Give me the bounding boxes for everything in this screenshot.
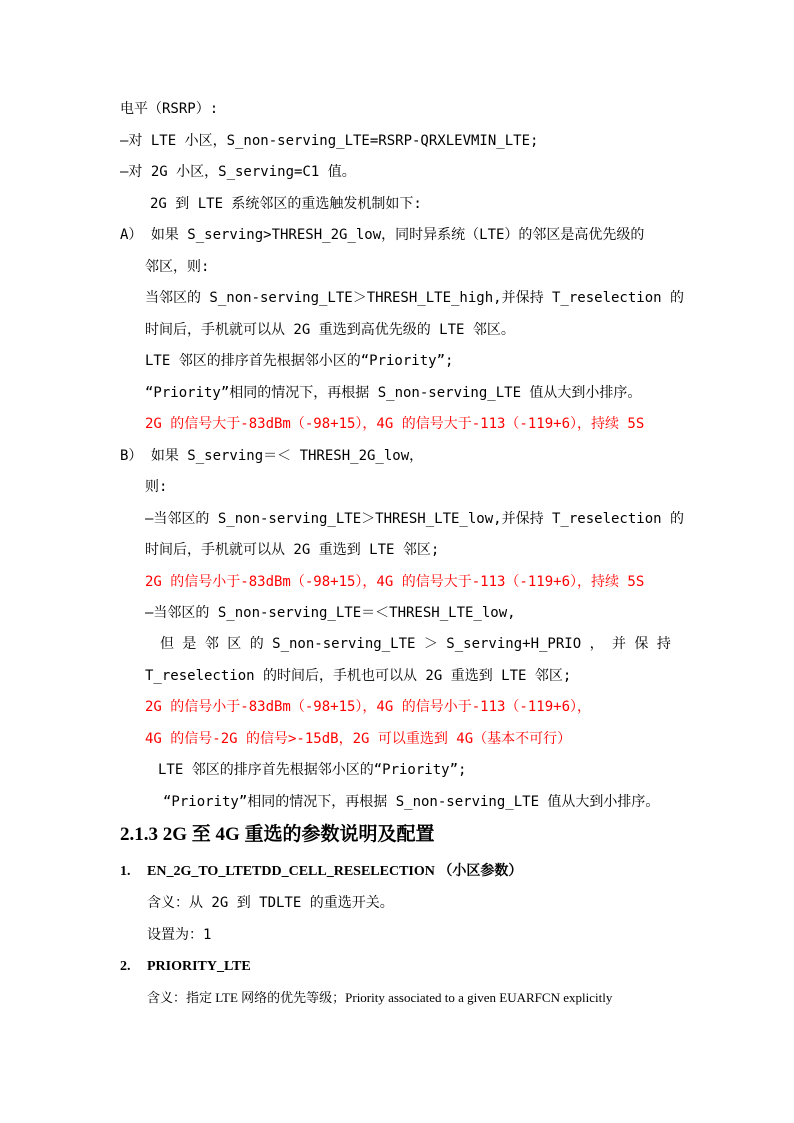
text-line: 2G 到 LTE 系统邻区的重选触发机制如下: — [150, 196, 422, 212]
param-number: 2. — [120, 959, 131, 974]
text-line: 当邻区的 S_non-serving_LTE＞THRESH_LTE_high,并保持 T_reselection 的 — [145, 290, 685, 306]
text-line: “Priority”相同的情况下，再根据 S_non-serving_LTE 值从大到小排序。 — [145, 385, 642, 401]
text-line: “Priority”相同的情况下，再根据 S_non-serving_LTE 值从大到小排序。 — [163, 794, 660, 810]
text-line: 电平（RSRP）: — [120, 101, 219, 117]
highlight-line: 2G 的信号小于-83dBm（-98+15），4G 的信号小于-113（-119+6）， — [145, 699, 592, 715]
param-description: 含义：指定 LTE 网络的优先等级；Priority associated to a given EUARFCN explicitly — [147, 990, 613, 1005]
text-line: —对 2G 小区，S_serving=C1 值。 — [120, 164, 356, 180]
text-line: —当邻区的 S_non-serving_LTE＞THRESH_LTE_low,并保持 T_reselection 的 — [145, 511, 685, 527]
text-line: 但 是 邻 区 的 S_non-serving_LTE ＞ S_serving+H_PRIO ， 并 保 持 — [160, 636, 671, 652]
text-line: A） 如果 S_serving>THRESH_2G_low，同时异系统（LTE）的邻区是高优先级的 — [120, 227, 645, 243]
param-setting: 设置为：1 — [147, 927, 212, 943]
highlight-line: 2G 的信号小于-83dBm（-98+15），4G 的信号大于-113（-119+6），持续 5S — [145, 574, 645, 590]
text-line: —当邻区的 S_non-serving_LTE＝＜THRESH_LTE_low, — [145, 605, 516, 621]
param-description: 含义：从 2G 到 TDLTE 的重选开关。 — [147, 895, 394, 911]
text-line: —对 LTE 小区，S_non-serving_LTE=RSRP-QRXLEVMIN_LTE; — [120, 133, 539, 149]
text-line: T_reselection 的时间后，手机也可以从 2G 重选到 LTE 邻区; — [145, 668, 572, 684]
param-name: EN_2G_TO_LTETDD_CELL_RESELECTION （小区参数） — [147, 864, 523, 879]
param-name: PRIORITY_LTE — [147, 959, 251, 974]
text-line: LTE 邻区的排序首先根据邻小区的“Priority”; — [145, 353, 454, 369]
highlight-line: 4G 的信号-2G 的信号>-15dB，2G 可以重选到 4G（基本不可行） — [145, 731, 572, 747]
text-line: 则: — [145, 479, 168, 495]
text-line: LTE 邻区的排序首先根据邻小区的“Priority”; — [158, 762, 467, 778]
text-line: B） 如果 S_serving＝＜ THRESH_2G_low， — [120, 448, 424, 464]
text-line: 时间后，手机就可以从 2G 重选到高优先级的 LTE 邻区。 — [145, 322, 515, 338]
param-item — [120, 957, 251, 977]
param-item — [120, 862, 522, 882]
highlight-line: 2G 的信号大于-83dBm（-98+15），4G 的信号大于-113（-119+6），持续 5S — [145, 416, 645, 432]
text-line: 时间后，手机就可以从 2G 重选到 LTE 邻区; — [145, 542, 440, 558]
section-heading: 2.1.3 2G 至 4G 重选的参数说明及配置 — [120, 824, 435, 845]
param-number: 1. — [120, 864, 131, 879]
text-line: 邻区，则: — [145, 259, 210, 275]
